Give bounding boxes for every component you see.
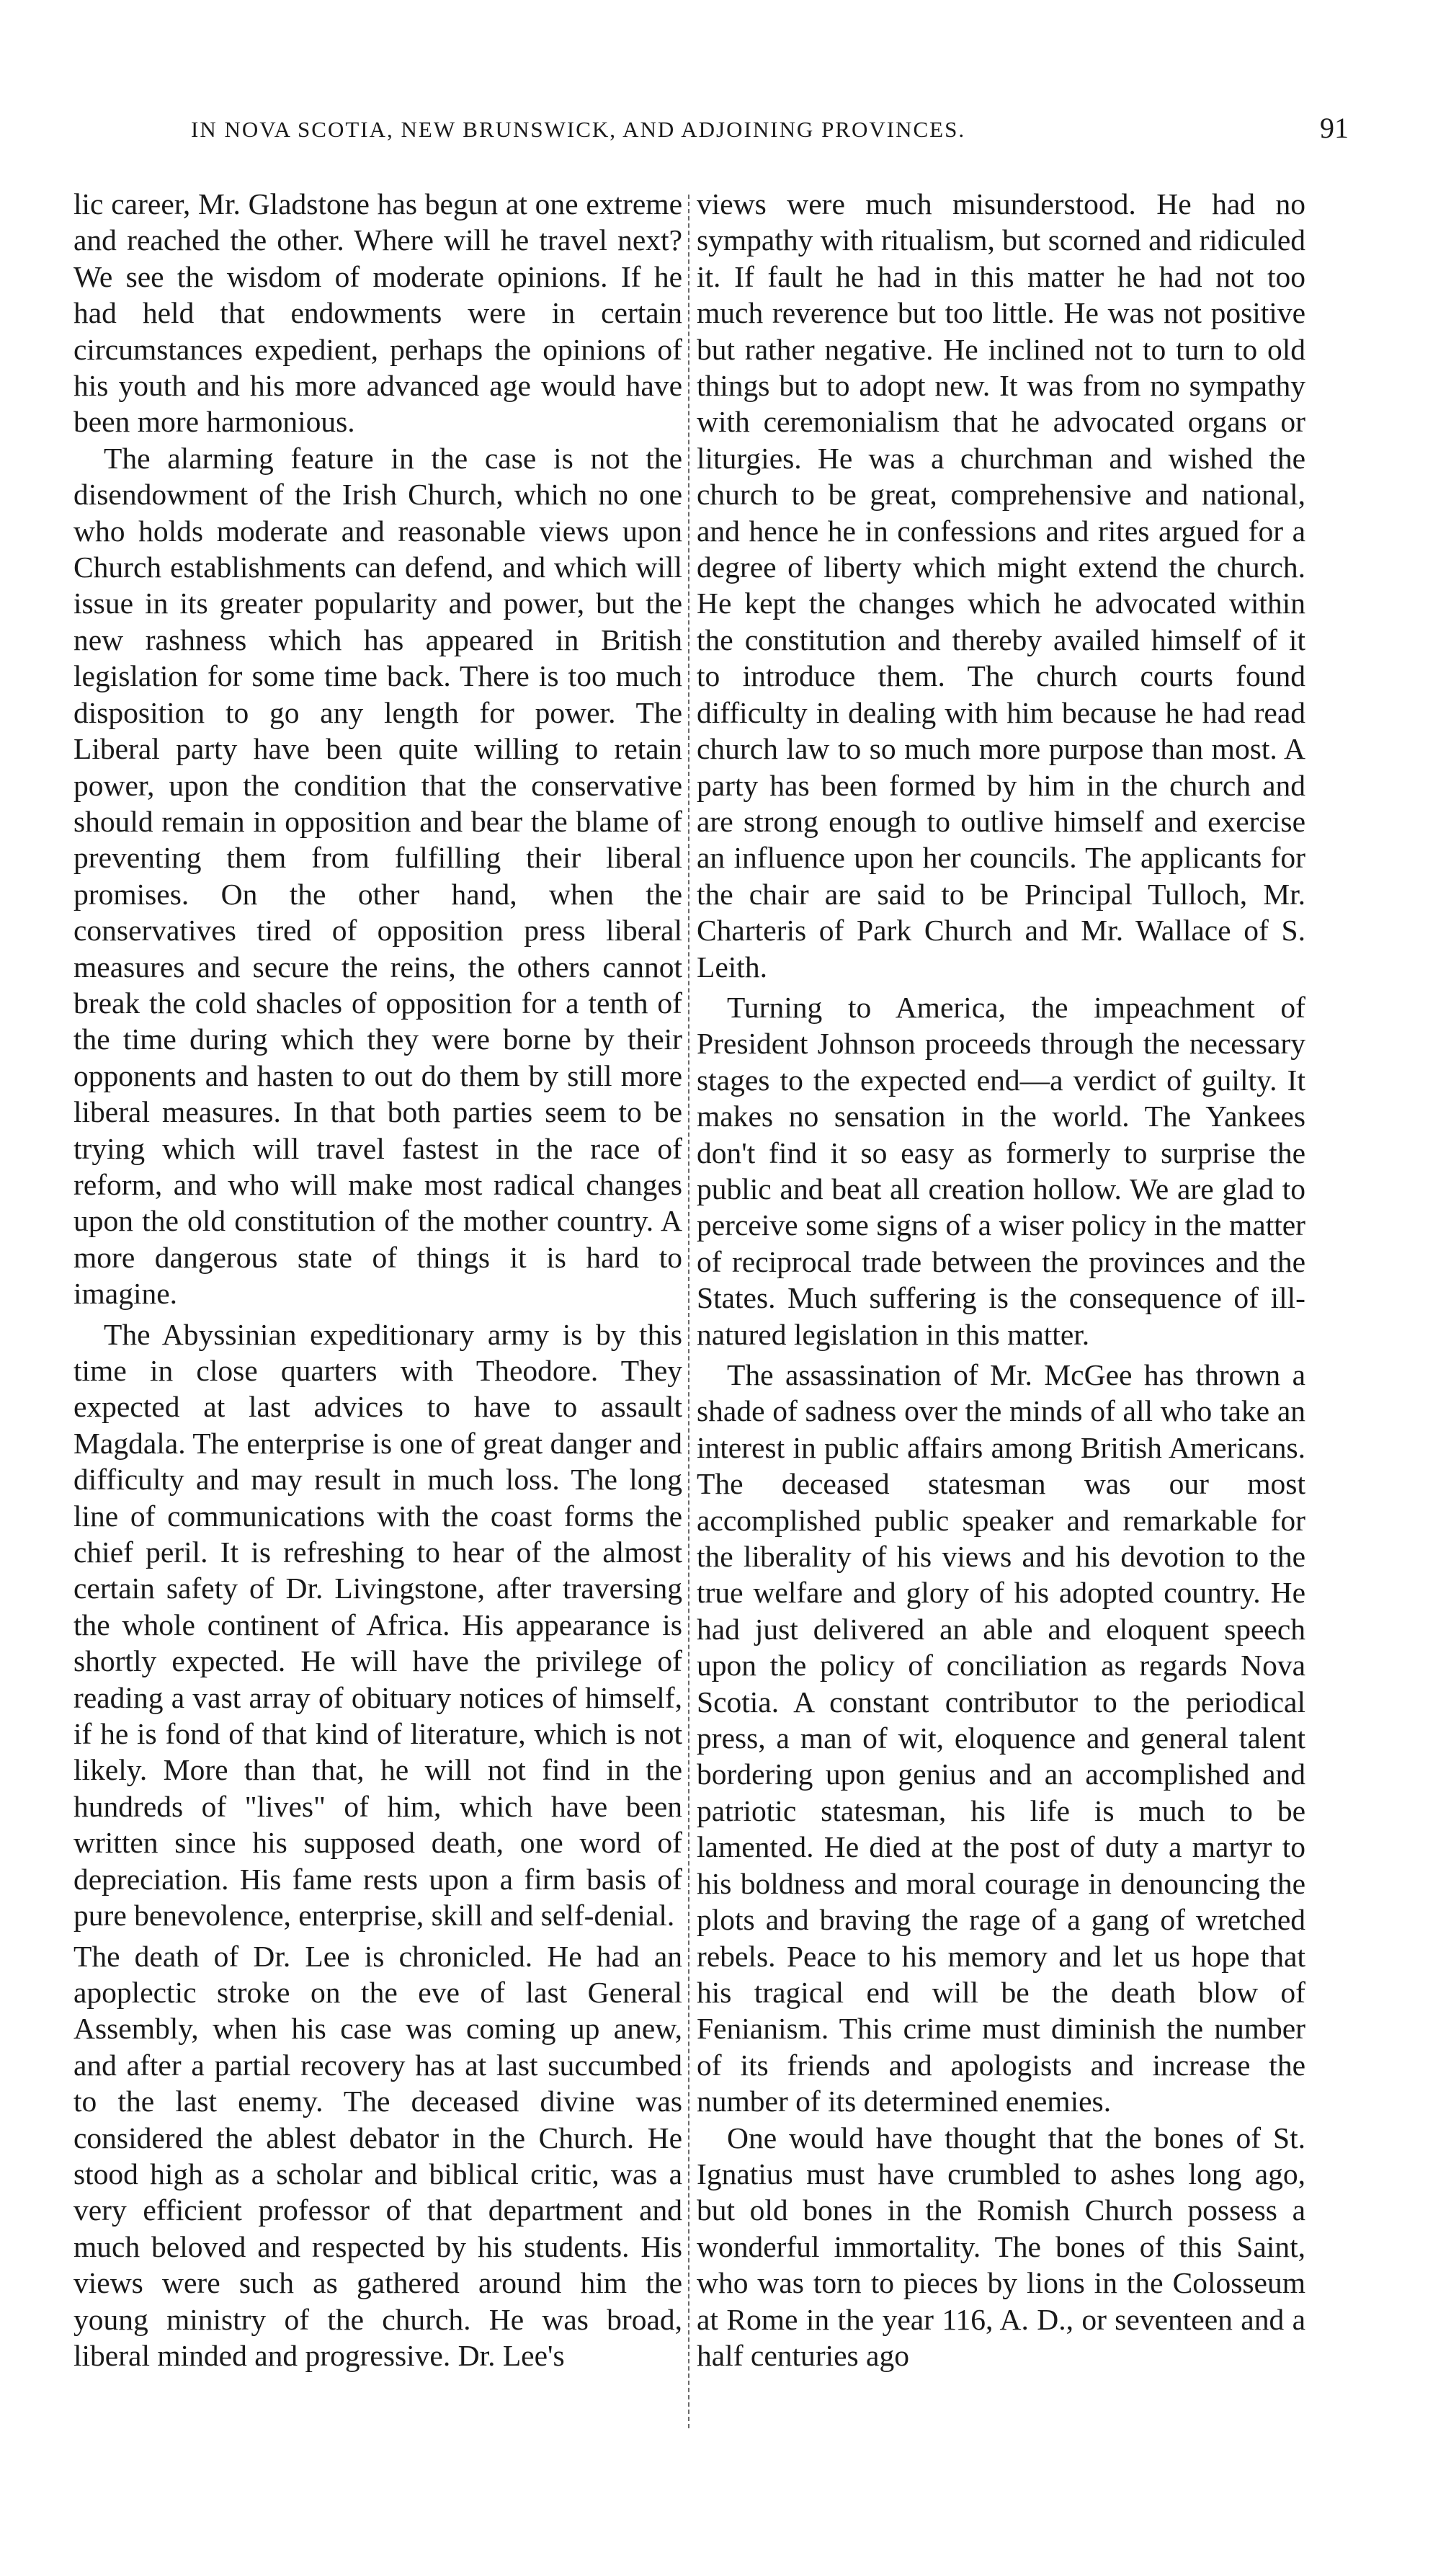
paragraph-abyssinian-expedition: The Abyssinian expeditionary army is by this time in close quarters with Theodore. They expected at last advices to have to assault Magdala. The enterprise is one of great danger and difficulty and may result in much loss. The long line of communications with the coast forms the chief peril. It is refreshing to hear of the almost certain safety of Dr. Livingstone, after traversing the whole continent of Africa. His appearance is shortly expected. He will have the privilege of reading a vast array of obituary notices of himself, if he is fond of that kind of literature, which is not likely. More than that, he will not find in the hundreds of "lives" of him, which have been written since his supposed death, one word of depreciation. His fame rests upon a firm basis of pure benevolence, enterprise, skill and self-denial. xyxy=(73,1317,682,1933)
paragraph-st-ignatius: One would have thought that the bones of St. Ignatius must have crumbled to ashes long ago, but old bones in the Romish Church possess a wonderful immortality. The bones of this Saint, who was torn to pieces by lions in the Colosseum at Rome in the year 116, A. D., or seventeen and a half centuries ago xyxy=(697,2121,1305,2372)
paragraph-johnson-impeachment: Turning to America, the impeachment of President Johnson proceeds through the necessary stages to the expected end—a verdict of guilty. It makes no sensation in the world. The Yankees don't find it so easy as formerly to surprise the public and beat all creation hollow. We are glad to perceive some signs of a wiser policy in the matter of reciprocal trade between the provinces and the States. Much suffering is the consequence of ill-natured legislation in this matter. xyxy=(697,990,1305,1351)
column-divider xyxy=(688,195,689,2428)
paragraph-irish-church: The alarming feature in the case is not the disendowment of the Irish Church, which no one who holds moderate and reasonable views upon Church establishments can defend, and which will issue in its greater popularity and power, but the new rashness which has appeared in British legislation for some time back. There is too much disposition to go any length for power. The Liberal party have been quite willing to retain power, upon the condition that the conservative should remain in opposition and bear the blame of preventing them from fulfilling their liberal promises. On the other hand, when the conservatives tired of opposition press liberal measures and secure the reins, the others cannot break the cold shacles of opposition for a tenth of the time during which they were borne by their opponents and hasten to out do them by still more liberal measures. In that both parties seem to be trying which will travel fastest in the race of reform, and who will make most radical changes upon the old constitution of the mother country. A more dangerous state of things it is hard to imagine. xyxy=(73,441,682,1311)
paragraph-dr-lee-continued: views were much misunderstood. He had no sympathy with ritualism, but scorned and ridiculed it. If fault he had in this matter he had not too much reverence but too little. He was not positive but rather negative. He inclined not to turn to old things but to adopt new. It was from no sympathy with ceremonialism that he advocated organs or liturgies. He was a churchman and wished the church to be great, comprehensive and national, and hence he in confessions and rites argued for a degree of liberty which might extend the church. He kept the changes which he advocated within the constitution and thereby availed himself of it to introduce them. The church courts found difficulty in dealing with him because he had read church law to so much more purpose than most. A party has been formed by him in the church and are strong enough to outlive himself and exercise an influence upon her councils. The applicants for the chair are said to be Principal Tulloch, Mr. Charteris of Park Church and Mr. Wallace of S. Leith. xyxy=(697,187,1305,984)
running-header xyxy=(79,108,1362,151)
right-column xyxy=(697,186,1305,2441)
left-column xyxy=(73,186,682,2441)
paragraph-gladstone-continued: lic career, Mr. Gladstone has begun at one extreme and reached the other. Where will he travel next? We see the wisdom of moderate opinions. If he had held that endowments were in certain circumstances expedient, perhaps the opinions of his youth and his more advanced age would have been more harmonious. xyxy=(73,187,682,439)
running-title: IN NOVA SCOTIA, NEW BRUNSWICK, AND ADJOINING PROVINCES. xyxy=(191,117,966,142)
paragraph-death-of-dr-lee: The death of Dr. Lee is chronicled. He had an apoplectic stroke on the eve of last General Assembly, when his case was coming up anew, and after a partial recovery has at last succumbed to the last enemy. The deceased divine was considered the ablest debator in the Church. He stood high as a scholar and biblical critic, was a very efficient professor of that department and much beloved and respected by his students. His views were such as gathered around him the young ministry of the church. He was broad, liberal minded and progressive. Dr. Lee's xyxy=(73,1939,682,2372)
page-number: 91 xyxy=(1320,112,1349,144)
paragraph-mcgee-assassination: The assassination of Mr. McGee has thrown a shade of sadness over the minds of all who take an interest in public affairs among British Americans. The deceased statesman was our most accomplished public speaker and remarkable for the liberality of his views and his devotion to the true welfare and glory of his adopted country. He had just delivered an able and eloquent speech upon the policy of conciliation as regards Nova Scotia. A constant contributor to the periodical press, a man of wit, eloquence and general talent bordering upon genius and an accomplished and patriotic statesman, his life is much to be lamented. He died at the post of duty a martyr to his boldness and moral courage in denouncing the plots and braving the rage of a gang of wretched rebels. Peace to his memory and let us hope that his tragical end will be the death blow of Fenianism. This crime must diminish the number of its friends and apologists and increase the number of its determined enemies. xyxy=(697,1358,1305,2118)
